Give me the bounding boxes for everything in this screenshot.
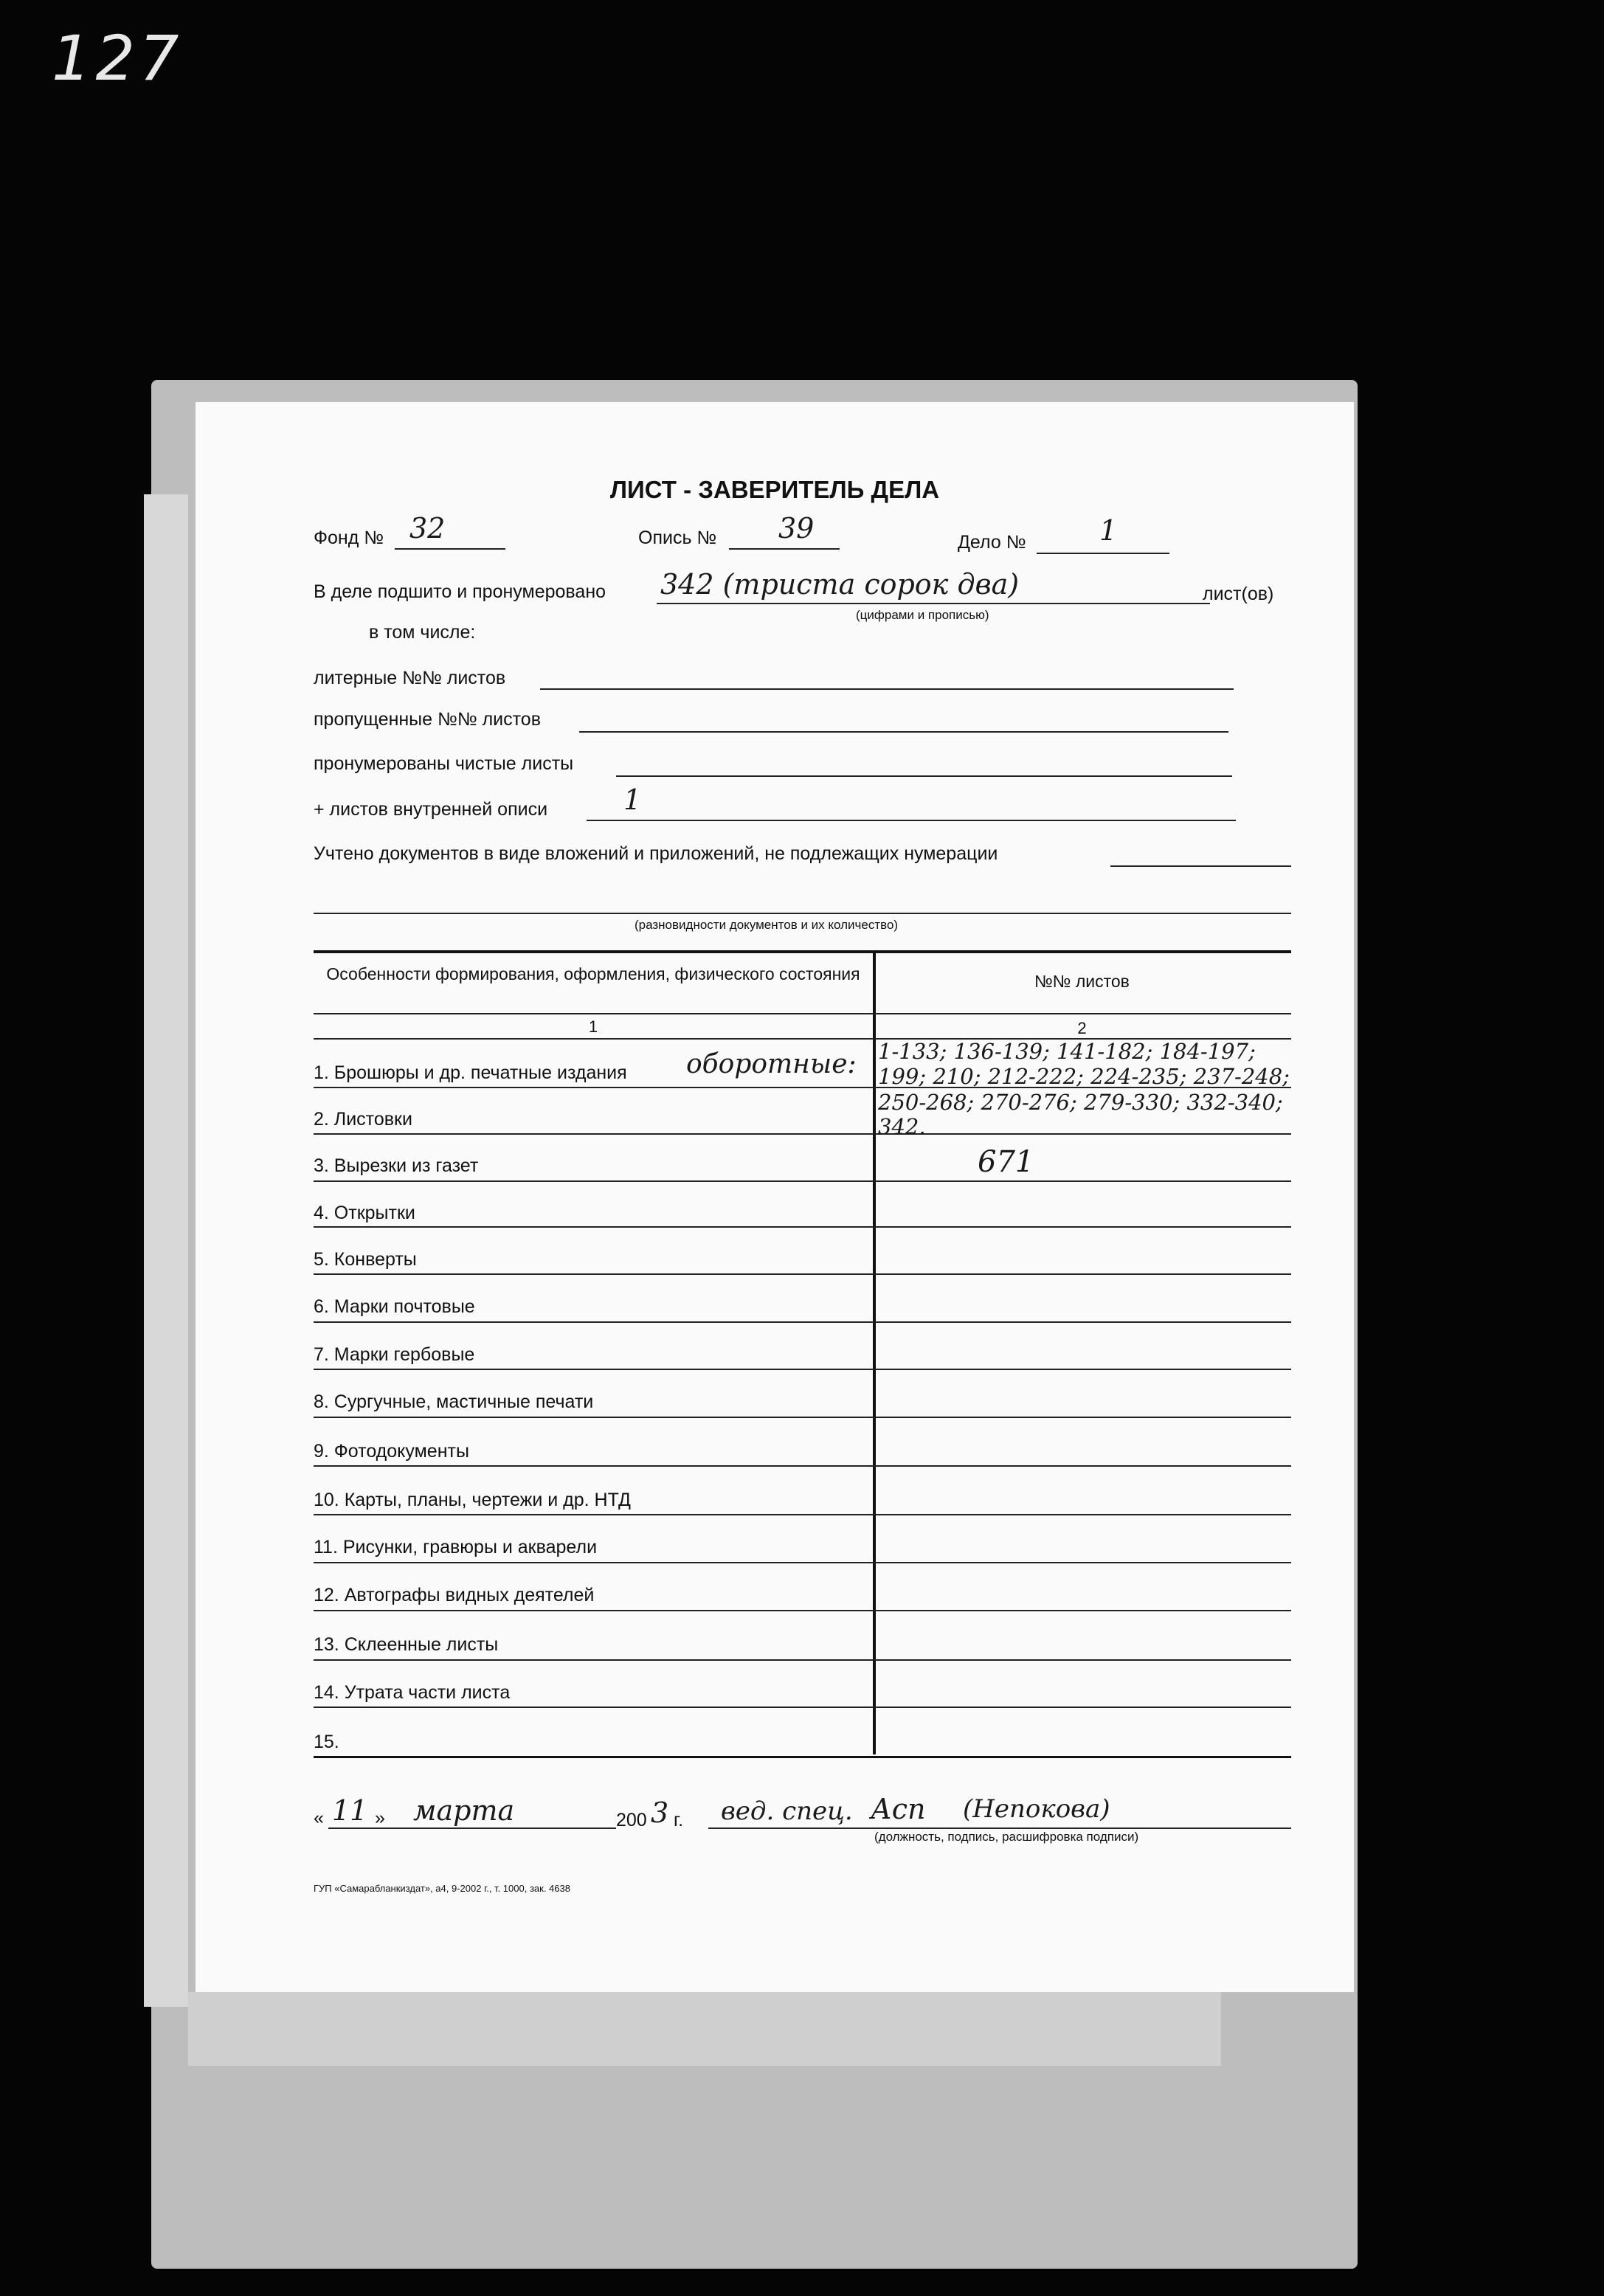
- inner-inventory-label: + листов внутренней описи: [314, 799, 548, 820]
- handwritten-note: оборотные:: [686, 1049, 857, 1079]
- table-row: 11. Рисунки, гравюры и акварели: [314, 1537, 598, 1557]
- fond-value: 32: [409, 512, 446, 544]
- opis-value: 39: [778, 512, 815, 544]
- signature: Асп: [871, 1793, 926, 1825]
- date-year-suffix: 3: [651, 1797, 669, 1829]
- table-row: 3. Вырезки из газет: [314, 1155, 479, 1176]
- row-line: [314, 1273, 1291, 1275]
- row-line: [314, 1514, 1291, 1515]
- handwritten-total: 671: [978, 1145, 1034, 1179]
- date-day: 11: [332, 1794, 368, 1827]
- sheets-label: В деле подшито и пронумеровано: [314, 581, 606, 602]
- form-title: ЛИСТ - ЗАВЕРИТЕЛЬ ДЕЛА: [609, 476, 940, 503]
- missing-label: пропущенные №№ листов: [314, 709, 541, 730]
- sheets-line: [657, 603, 1210, 604]
- opis-label: Опись №: [638, 528, 717, 548]
- row-line: [314, 1610, 1291, 1611]
- table-row: 4. Открытки: [314, 1203, 415, 1223]
- col1-header: Особенности формирования, оформления, физического состояния: [326, 964, 860, 983]
- handwritten-sheets-line-4: 342.: [878, 1114, 926, 1139]
- attachments-line: [1110, 865, 1291, 867]
- printer-imprint: ГУП «Самарабланкиздат», а4, 9-2002 г., т. 1000, зак. 4638: [314, 1883, 570, 1894]
- date-month: марта: [413, 1794, 515, 1827]
- folder-edge: [144, 494, 188, 2007]
- signature-line: [708, 1828, 1291, 1829]
- blank-line: [616, 775, 1232, 777]
- table-row: 8. Сургучные, мастичные печати: [314, 1391, 594, 1412]
- row-line: [314, 1180, 1291, 1182]
- attachments-line-2: [314, 913, 1291, 914]
- fond-label: Фонд №: [314, 528, 384, 548]
- missing-line: [579, 731, 1228, 733]
- sheets-suffix: лист(ов): [1203, 584, 1274, 604]
- table-bottom-border: [314, 1756, 1291, 1758]
- opis-line: [729, 548, 840, 550]
- col2-header: №№ листов: [1034, 972, 1130, 991]
- header-divider: [314, 1013, 1291, 1014]
- table-row: 1. Брошюры и др. печатные издания: [314, 1062, 627, 1083]
- row-line: [314, 1659, 1291, 1661]
- col2-number: 2: [1077, 1019, 1087, 1037]
- literal-label: литерные №№ листов: [314, 668, 506, 688]
- row-line: [314, 1417, 1291, 1418]
- signer-name: (Непокова): [963, 1794, 1110, 1824]
- date-year-unit: г.: [674, 1810, 684, 1830]
- literal-line: [540, 688, 1234, 690]
- table-top-border: [314, 950, 1291, 953]
- fond-line: [395, 548, 505, 550]
- delo-label: Дело №: [958, 532, 1026, 553]
- row-line: [314, 1562, 1291, 1563]
- handwritten-sheets-line-2: 199; 210; 212-222; 224-235; 237-248;: [878, 1064, 1290, 1089]
- certificate-sheet: [196, 402, 1354, 1992]
- table-row: 2. Листовки: [314, 1109, 412, 1130]
- inner-inventory-line: [587, 820, 1236, 821]
- table-row: 9. Фотодокументы: [314, 1441, 469, 1462]
- delo-line: [1037, 553, 1169, 554]
- blank-label: пронумерованы чистые листы: [314, 753, 574, 774]
- sheets-value: 342 (триста сорок два): [660, 568, 1020, 601]
- row-line: [314, 1133, 1291, 1135]
- delo-value: 1: [1099, 514, 1118, 547]
- table-row: 15.: [314, 1732, 339, 1752]
- table-column-divider: [873, 950, 876, 1754]
- col1-number: 1: [588, 1017, 598, 1036]
- date-quote-close: »: [375, 1808, 385, 1828]
- row-line: [314, 1369, 1291, 1370]
- signer-position: вед. спец.: [721, 1797, 853, 1826]
- sheets-hint: (цифрами и прописью): [856, 608, 989, 622]
- table-row: 7. Марки гербовые: [314, 1344, 475, 1365]
- inner-inventory-value: 1: [623, 784, 642, 816]
- row-line: [314, 1465, 1291, 1467]
- table-row: 13. Склеенные листы: [314, 1634, 499, 1655]
- signature-hint: (должность, подпись, расшифровка подписи): [874, 1830, 1139, 1844]
- archive-number: 127: [52, 22, 184, 94]
- table-row: 14. Утрата части листа: [314, 1682, 511, 1703]
- date-quote-open: «: [314, 1808, 324, 1828]
- attachments-label: Учтено документов в виде вложений и приложений, не подлежащих нумерации: [314, 843, 998, 864]
- row-line: [314, 1226, 1291, 1228]
- table-row: 6. Марки почтовые: [314, 1296, 475, 1317]
- folder-bottom-strip: [188, 1992, 1221, 2066]
- row-line: [314, 1707, 1291, 1708]
- row-line: [314, 1321, 1291, 1323]
- table-row: 12. Автографы видных деятелей: [314, 1585, 595, 1605]
- date-year-prefix: 200: [616, 1810, 647, 1830]
- handwritten-sheets-line-1: 1-133; 136-139; 141-182; 184-197;: [878, 1039, 1256, 1064]
- table-row: 10. Карты, планы, чертежи и др. НТД: [314, 1490, 631, 1510]
- attachments-hint: (разновидности документов и их количество): [635, 918, 899, 932]
- handwritten-sheets-line-3: 250-268; 270-276; 279-330; 332-340;: [878, 1090, 1283, 1115]
- including-label: в том числе:: [369, 622, 476, 643]
- date-line: [328, 1828, 616, 1829]
- table-row: 5. Конверты: [314, 1249, 417, 1270]
